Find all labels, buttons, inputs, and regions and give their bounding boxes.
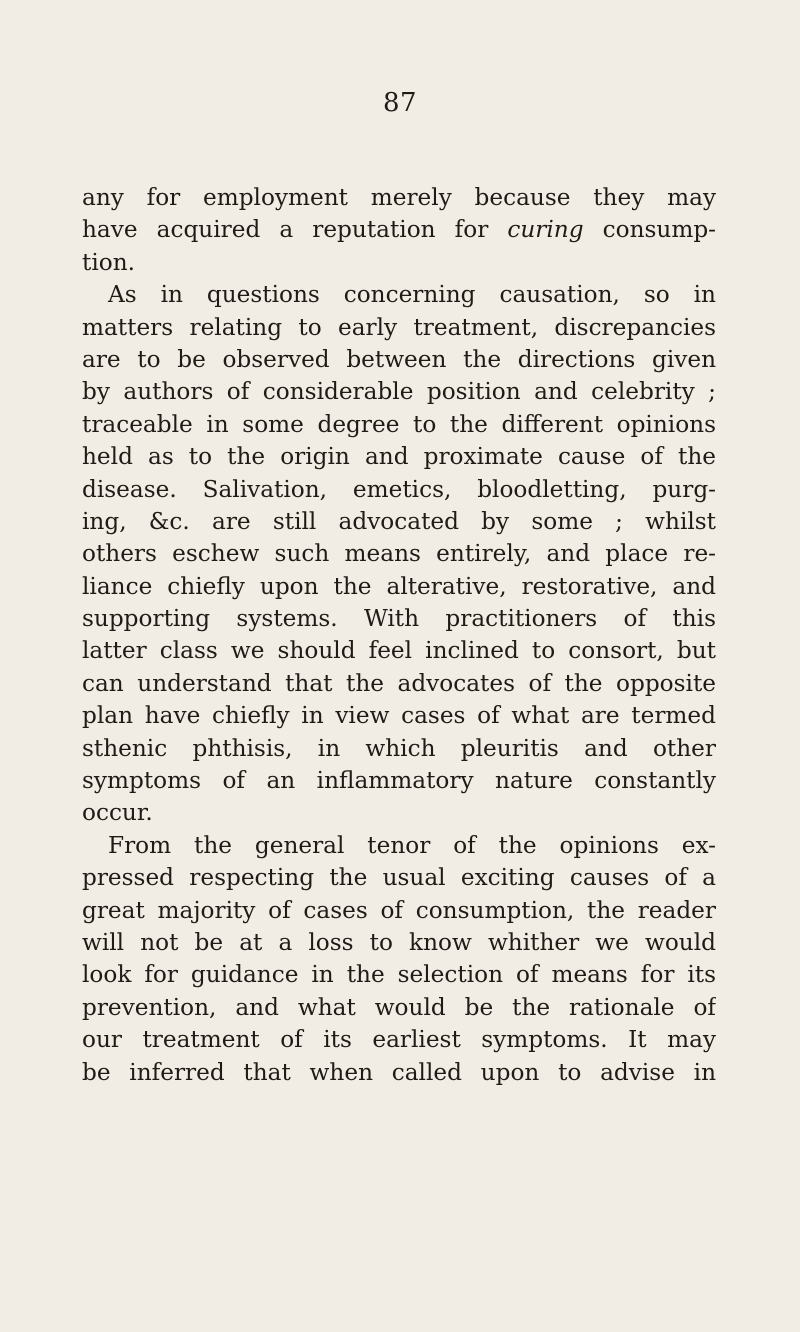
text-line: our treatment of its earliest symptoms. It may <box>82 1026 716 1054</box>
text-line: liance chiefly upon the alterative, restorative, and <box>82 572 716 600</box>
text-line: by authors of considerable position and celebrity ; <box>82 378 716 406</box>
paragraph-first-line: From the general tenor of the opinions ex- <box>108 831 716 859</box>
text-line: held as to the origin and proximate cause of the <box>82 443 716 471</box>
text-line: are to be observed between the directions given <box>82 345 716 373</box>
text-line: will not be at a loss to know whither we would <box>82 928 716 956</box>
text-line: prevention, and what would be the rationale of <box>82 993 716 1021</box>
text-run: consump- <box>583 216 716 244</box>
text-line <box>82 214 716 246</box>
text-line: pressed respecting the usual exciting causes of a <box>82 864 716 892</box>
text-run: have acquired a reputation for <box>82 216 508 244</box>
text-line: tion. <box>82 248 135 276</box>
paragraph-first-line: As in questions concerning causation, so in <box>108 281 716 309</box>
text-line: others eschew such means entirely, and place re- <box>82 540 716 568</box>
text-line: great majority of cases of consumption, the reader <box>82 896 716 924</box>
text-line: traceable in some degree to the different opinions <box>82 410 716 438</box>
text-line: look for guidance in the selection of means for its <box>82 961 716 989</box>
text-line: ing, &c. are still advocated by some ; whilst <box>82 507 716 535</box>
body-text <box>82 182 716 1089</box>
text-line: symptoms of an inflammatory nature constantly <box>82 767 716 795</box>
text-line: plan have chiefly in view cases of what are termed <box>82 702 716 730</box>
text-line: occur. <box>82 799 153 827</box>
text-line: disease. Salivation, emetics, bloodletting, purg- <box>82 475 716 503</box>
text-line: latter class we should feel inclined to consort, but <box>82 637 716 665</box>
text-line: supporting systems. With practitioners of this <box>82 605 716 633</box>
text-line: sthenic phthisis, in which pleuritis and other <box>82 734 716 762</box>
text-line: be inferred that when called upon to advise in <box>82 1058 716 1086</box>
text-line: any for employment merely because they may <box>82 184 716 211</box>
emphasis-text: curing <box>507 216 584 244</box>
text-line: matters relating to early treatment, discrepancies <box>82 313 716 341</box>
page-number: 87 <box>382 88 418 118</box>
text-line: can understand that the advocates of the opposite <box>82 669 716 697</box>
